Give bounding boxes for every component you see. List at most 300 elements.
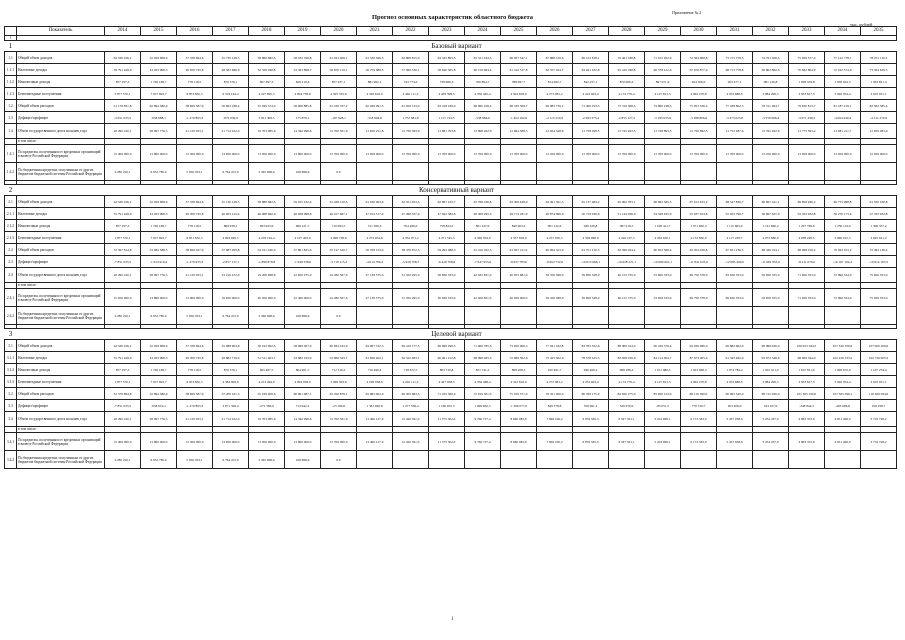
value-cell: 84 114 004,7	[645, 352, 681, 364]
value-cell	[789, 451, 825, 469]
value-cell: 94 036 996,0	[681, 340, 717, 352]
value-cell: 26 290 220,1	[105, 412, 141, 427]
value-cell: 61 056 133,0	[393, 100, 429, 112]
value-cell: 54 161 240,9	[249, 244, 285, 256]
value-cell: 24 280 307,6	[321, 268, 357, 283]
value-cell: 1 381 946,8	[357, 400, 393, 412]
value-cell: 90 226 376,4	[645, 340, 681, 352]
value-cell: 36 836 333,0	[429, 289, 465, 307]
value-cell: 66 578 412,6	[645, 64, 681, 76]
value-cell: 1 091 611,0	[753, 364, 789, 376]
value-cell: 718 672,5	[393, 364, 429, 376]
value-cell: 35 791 428,9	[105, 208, 141, 220]
table-row	[5, 400, 897, 412]
value-cell: 4 459 398,5	[429, 88, 465, 100]
value-cell: 52 894 380,0	[141, 388, 177, 400]
value-cell: 12 426 591,0	[393, 433, 429, 451]
value-cell: 19 200 698,6	[249, 268, 285, 283]
value-cell: 13 656 000,0	[357, 145, 393, 163]
value-cell: 6 976 565,3	[573, 433, 609, 451]
value-cell: 778 116,5	[177, 364, 213, 376]
value-cell: 11 375 302,0	[429, 412, 465, 427]
value-cell: 804 961,7	[285, 364, 321, 376]
value-cell: -6 429 708,6	[429, 256, 465, 268]
value-cell: 857 197,3	[105, 76, 141, 88]
value-cell: 842 257,1	[573, 76, 609, 88]
row-code: 2.2	[5, 244, 17, 256]
value-cell: 203 406,0	[717, 400, 753, 412]
table-row	[5, 124, 897, 139]
value-cell: -2 857 137,1	[213, 256, 249, 268]
value-cell: 13 700 000,0	[573, 145, 609, 163]
variant-header-row	[5, 41, 897, 52]
value-cell: 4 651 406,0	[825, 433, 861, 451]
value-cell: 4 356 465,4	[465, 88, 501, 100]
value-cell: 61 041 409,1	[321, 52, 357, 64]
header-year-2019: 2019	[285, 27, 321, 36]
value-cell: 968 186,4	[609, 364, 645, 376]
value-cell: 7 057 693,7	[141, 232, 177, 244]
value-cell: 868 208,5	[501, 364, 537, 376]
value-cell: 760 894,7	[465, 76, 501, 88]
header-year-2030: 2030	[681, 27, 717, 36]
value-cell: 669 221,7	[285, 220, 321, 232]
table-row	[5, 376, 897, 388]
value-cell: 43 263 906,5	[141, 208, 177, 220]
value-cell: -2 283 375,4	[573, 112, 609, 124]
value-cell: -248 844,3	[789, 400, 825, 412]
value-cell: 72 696 334,0	[825, 268, 861, 283]
value-cell: 710 063,5	[321, 220, 357, 232]
row-label: Общий объем расходов	[17, 244, 105, 256]
value-cell: 526 976,0	[609, 400, 645, 412]
value-cell: 58 969 007,0	[285, 340, 321, 352]
row-code: 2.1.3	[5, 232, 17, 244]
value-cell: 63 309 428,0	[501, 196, 537, 208]
value-cell: 8 660 083,0	[501, 433, 537, 451]
value-cell: 43 263 906,5	[141, 352, 177, 364]
value-cell: 163 107,0	[753, 400, 789, 412]
value-cell: 0,0	[321, 451, 357, 469]
value-cell: 54 328 655,9	[645, 208, 681, 220]
value-cell: 4 198 038,6	[357, 376, 393, 388]
header-year-2014: 2014	[105, 27, 141, 36]
value-cell: 72 919 501,0	[465, 388, 501, 400]
value-cell: 61 751 150,3	[573, 244, 609, 256]
value-cell: 68 998 465,5	[465, 352, 501, 364]
value-cell: 166 698,6	[285, 451, 321, 469]
row-label: Налоговые доходы	[17, 352, 105, 364]
value-cell: 71 615 202,9	[645, 52, 681, 64]
value-cell: 46 968 662,0	[249, 208, 285, 220]
value-cell: 65 137 484,2	[573, 196, 609, 208]
value-cell: 72 696 334,0	[825, 289, 861, 307]
value-cell: 6 547 591,1	[609, 433, 645, 451]
value-cell	[537, 307, 573, 325]
value-cell: 75 656 353,0	[861, 268, 897, 283]
value-cell: 13 250 000,0	[753, 145, 789, 163]
value-cell: 71 656 353,0	[789, 268, 825, 283]
value-cell: 52 059 668,9	[141, 340, 177, 352]
value-cell: 13 728 893,5	[645, 124, 681, 139]
value-cell: 4 072 680,9	[753, 232, 789, 244]
value-cell: 116 369 584,6	[861, 388, 897, 400]
header-year-2025: 2025	[501, 27, 537, 36]
value-cell: 840 904,2	[501, 220, 537, 232]
value-cell: 61 836 402,1	[357, 352, 393, 364]
value-cell: 1 306 357,2	[861, 220, 897, 232]
value-cell: 73 715 779,5	[717, 52, 753, 64]
value-cell: 3 910 931,1	[861, 376, 897, 388]
value-cell: 13 850 000,0	[249, 145, 285, 163]
table-row	[5, 352, 897, 364]
value-cell: 53 969 543,7	[321, 352, 357, 364]
value-cell: 4 262 630,1	[645, 232, 681, 244]
value-cell: 64 535 893,5	[429, 52, 465, 64]
value-cell: 71 656 353,0	[789, 289, 825, 307]
value-cell: 667 697,3	[249, 76, 285, 88]
value-cell: 2 365 698,6	[249, 163, 285, 181]
value-cell: 47 498 337,9	[393, 208, 429, 220]
row-label: Налоговые доходы	[17, 208, 105, 220]
value-cell: 78 251 110,5	[861, 52, 897, 64]
value-cell: -3 473 023,0	[717, 112, 753, 124]
value-cell: 1 023 668,3	[681, 364, 717, 376]
value-cell: 13 850 000,0	[249, 433, 285, 451]
row-label: Общий объем доходов	[17, 52, 105, 64]
value-cell: 31 350 295,0	[393, 268, 429, 283]
row-code: 3.4	[5, 412, 17, 427]
value-cell: 46 955 213,4	[213, 208, 249, 220]
value-cell: 35 791 428,9	[105, 352, 141, 364]
value-cell: 39 456 398,0	[537, 289, 573, 307]
value-cell: 556 961,2	[573, 400, 609, 412]
value-cell: 90 063 520,0	[717, 388, 753, 400]
value-cell	[357, 307, 393, 325]
value-cell: 4 302 818,0	[501, 88, 537, 100]
row-label: По бюджетным кредитам, полученным от других бюджетов бюджетной системы Российской Федерации	[17, 163, 105, 181]
value-cell: 58 479 672,3	[393, 244, 429, 256]
value-cell: 13 700 000,0	[393, 145, 429, 163]
value-cell: 778 116,5	[177, 220, 213, 232]
value-cell: 897 971,6	[645, 76, 681, 88]
value-cell: 13 816 251,8	[357, 124, 393, 139]
row-code: 3.4.2	[5, 451, 17, 469]
value-cell: 1 096 072,0	[825, 364, 861, 376]
value-cell: 13 700 501,6	[321, 412, 357, 427]
table-row	[5, 412, 897, 427]
value-cell: 13 756 393,9	[393, 124, 429, 139]
row-code: 1.1.1	[5, 64, 17, 76]
value-cell: 58 829 587,9	[177, 100, 213, 112]
value-cell: 849 578,8	[537, 400, 573, 412]
value-cell: 70 842 804,9	[789, 64, 825, 76]
value-cell: -1 270 893,3	[177, 400, 213, 412]
value-cell: 56 870 119,1	[321, 64, 357, 76]
value-cell: 49 950 745,8	[177, 352, 213, 364]
value-cell: 3 945 621,2	[861, 232, 897, 244]
value-cell: 13 700 000,0	[465, 145, 501, 163]
value-cell: 4 197 695,3	[249, 88, 285, 100]
value-cell: 13 900 000,0	[177, 289, 213, 307]
value-cell: -1 402 162,6	[501, 112, 537, 124]
document-title: Прогноз основных характеристик областного бюджета	[371, 14, 534, 21]
value-cell: 3 933 817,3	[789, 376, 825, 388]
value-cell	[357, 163, 393, 181]
value-cell: 53 082 193,9	[285, 352, 321, 364]
value-cell: 981 126,8	[753, 76, 789, 88]
value-cell: 69 856 946,2	[789, 196, 825, 208]
header-year-2015: 2015	[141, 27, 177, 36]
row-code: 2.1.1	[5, 208, 17, 220]
value-cell: -538 984,0	[465, 112, 501, 124]
value-cell: 66 937 347,1	[501, 52, 537, 64]
value-cell: 1 256 119,9	[825, 220, 861, 232]
value-cell	[393, 451, 429, 469]
value-cell: -2 855 127,5	[609, 112, 645, 124]
row-label: Общий объем доходов	[17, 196, 105, 208]
value-cell: 55 037 054,8	[681, 208, 717, 220]
value-cell: 59 656 355,0	[753, 268, 789, 283]
value-cell: 946 466,2	[573, 364, 609, 376]
value-cell: 52 358 290,8	[249, 64, 285, 76]
value-cell: 940 326,8	[573, 220, 609, 232]
value-cell: 704 466,0	[393, 220, 429, 232]
value-cell: 14 950 000,0	[213, 145, 249, 163]
value-cell: 5 252 437,0	[753, 412, 789, 427]
value-cell	[501, 163, 537, 181]
value-cell: 814 062,7	[537, 76, 573, 88]
value-cell: -10 914 167,6	[861, 256, 897, 268]
table-row	[5, 388, 897, 400]
value-cell	[537, 451, 573, 469]
value-cell: 53 303 868,7	[285, 64, 321, 76]
value-cell: 1 063 821,4	[861, 76, 897, 88]
value-cell: 6 764 472,0	[213, 307, 249, 325]
row-code: 3.1	[5, 340, 17, 352]
row-label: Дефицит/профицит	[17, 256, 105, 268]
row-label: Объем государственного долга на конец года	[17, 124, 105, 139]
value-cell: 91 343 462,9	[717, 352, 753, 364]
table-row	[5, 451, 897, 469]
value-cell	[645, 307, 681, 325]
value-cell: 63 768 236,8	[465, 196, 501, 208]
value-cell: -8 211 070,0	[789, 256, 825, 268]
value-cell: 55 130 128,5	[213, 196, 249, 208]
value-cell	[501, 451, 537, 469]
value-cell: 4 357 659,9	[501, 232, 537, 244]
row-code: 1.2	[5, 100, 17, 112]
value-cell: -403 699,8	[825, 400, 861, 412]
value-cell: 43 263 906,5	[141, 64, 177, 76]
value-cell: 27 139 375,0	[357, 289, 393, 307]
value-cell: 47 014 317,4	[357, 208, 393, 220]
value-cell: 62 590 924,2	[609, 244, 645, 256]
value-cell: 665 467,5	[249, 364, 285, 376]
value-cell: 5 224 999,1	[645, 412, 681, 427]
value-cell	[537, 163, 573, 181]
value-cell: 4 994 926,5	[213, 232, 249, 244]
value-cell: 1 117 724,5	[429, 112, 465, 124]
value-cell: 712 516,2	[321, 364, 357, 376]
value-cell: 20 050 000,0	[249, 289, 285, 307]
value-cell: 69 756 378,0	[681, 268, 717, 283]
value-cell: 49 874 690,0	[537, 208, 573, 220]
value-cell	[681, 163, 717, 181]
value-cell: 63 418 169,0	[429, 100, 465, 112]
value-cell: 175 879,1	[285, 112, 321, 124]
value-cell: 0,0	[321, 163, 357, 181]
value-cell: 13 456 000,0	[537, 145, 573, 163]
value-cell: 69 122 818,1	[573, 52, 609, 64]
value-cell: 1 752 681,8	[393, 112, 429, 124]
value-cell: 85 950 154,0	[645, 388, 681, 400]
value-cell: 1 071 662,3	[681, 220, 717, 232]
value-cell: 67 868 519,6	[537, 52, 573, 64]
value-cell: 15 400 000,0	[105, 145, 141, 163]
value-cell: 13 466 127,0	[357, 412, 393, 427]
value-cell: -10 628 221,1	[609, 256, 645, 268]
value-cell: 102 726 005,2	[861, 352, 897, 364]
row-label: Объем государственного долга на конец года	[17, 268, 105, 283]
value-cell: -518 694,6	[357, 112, 393, 124]
page-number: 1	[451, 617, 454, 622]
value-cell: 13 700 000,0	[321, 145, 357, 163]
value-cell: 73 316 308,3	[609, 100, 645, 112]
row-code: 3.1.1	[5, 352, 17, 364]
value-cell: 55 088 904,8	[213, 340, 249, 352]
value-cell	[429, 163, 465, 181]
table-row	[5, 100, 897, 112]
table-row	[5, 220, 897, 232]
value-cell	[429, 307, 465, 325]
value-cell: 72 464 138,4	[861, 244, 897, 256]
value-cell: 62 551 923,5	[393, 196, 429, 208]
value-cell: 107 565 396,1	[825, 388, 861, 400]
value-cell: 857 197,3	[105, 220, 141, 232]
table-row	[5, 145, 897, 163]
value-cell	[825, 163, 861, 181]
row-label: По кредитам, полученным от кредитных организаций в валюте Российской Федерации	[17, 289, 105, 307]
value-cell: 84 650 275,0	[609, 388, 645, 400]
value-cell: 60 159 664,4	[465, 64, 501, 76]
value-cell	[753, 163, 789, 181]
value-cell: -3 550 068,4	[753, 112, 789, 124]
table-row	[5, 196, 897, 208]
value-cell: 758 824,2	[429, 220, 465, 232]
row-code: 2.1	[5, 196, 17, 208]
header-indicator: Показатель	[17, 27, 105, 36]
value-cell: 3 984 296,5	[753, 88, 789, 100]
value-cell: 4 062 270,8	[681, 88, 717, 100]
value-cell: 55 633 796,7	[717, 208, 753, 220]
value-cell: 4 280 220,1	[105, 163, 141, 181]
variant-number: 2	[5, 185, 17, 196]
value-cell: 801 247,9	[465, 220, 501, 232]
section-top-num: 1	[5, 36, 17, 41]
value-cell: -658 688,1	[141, 112, 177, 124]
value-cell: 69 419 177,5	[393, 340, 429, 352]
value-cell: 72 966 592,6	[501, 352, 537, 364]
value-cell: 61 416 192,3	[465, 244, 501, 256]
table-row	[5, 364, 897, 376]
value-cell: 65 416 180,8	[609, 64, 645, 76]
row-code: 2.1.2	[5, 220, 17, 232]
value-cell: -83 051,5	[645, 400, 681, 412]
value-cell: 4 272 954,6	[357, 232, 393, 244]
value-cell: 57 558 694,6	[177, 340, 213, 352]
value-cell: 74 761 026,3	[753, 52, 789, 64]
value-cell	[465, 451, 501, 469]
value-cell: 13 500 000,0	[177, 145, 213, 163]
value-cell: 61 550 160,8	[861, 196, 897, 208]
value-cell: 68 339 509,7	[501, 100, 537, 112]
appendix-label: Приложение № 2	[672, 10, 702, 15]
value-cell: 60 652 566,4	[645, 244, 681, 256]
table-row	[5, 268, 897, 283]
value-cell	[573, 307, 609, 325]
value-cell: 80 760 175,0	[573, 388, 609, 400]
table-row	[5, 163, 897, 181]
value-cell: 72 162 574,9	[825, 64, 861, 76]
value-cell: 87 673 005,4	[681, 352, 717, 364]
value-cell: 21 150 033,1	[177, 268, 213, 283]
value-cell: 8 660 083,0	[501, 412, 537, 427]
value-cell: 14 340 996,6	[285, 124, 321, 139]
value-cell	[357, 451, 393, 469]
value-cell: 23 210 472,0	[213, 268, 249, 283]
value-cell: 63 454 456,8	[681, 244, 717, 256]
value-cell: 4 257 030,5	[537, 232, 573, 244]
table-row	[5, 64, 897, 76]
value-cell: 58 640 365,8	[429, 64, 465, 76]
variant-header-row	[5, 329, 897, 340]
row-code: 2.4.2	[5, 307, 17, 325]
value-cell: 57 987 265,8	[213, 244, 249, 256]
value-cell	[393, 307, 429, 325]
value-cell: 21 150 033,1	[177, 412, 213, 427]
value-cell: 13 700 000,0	[681, 145, 717, 163]
value-cell: 61 947 211,0	[501, 244, 537, 256]
value-cell: 98 715 026,0	[753, 388, 789, 400]
table-row	[5, 232, 897, 244]
value-cell: 870 576,1	[213, 76, 249, 88]
header-year-2023: 2023	[429, 27, 465, 36]
value-cell: 99 882 962,0	[717, 340, 753, 352]
header-year-2021: 2021	[357, 27, 393, 36]
value-cell: 6 764 472,0	[213, 451, 249, 469]
value-cell: 4 352 071,2	[393, 232, 429, 244]
value-cell: 714 642,2	[285, 400, 321, 412]
row-label: Безвозмездные поступления	[17, 88, 105, 100]
table-row	[5, 52, 897, 64]
header-code-cell	[5, 27, 17, 36]
variant-title: Базовый вариант	[17, 41, 897, 52]
value-cell	[609, 163, 645, 181]
value-cell: 24 280 307,6	[321, 289, 357, 307]
value-cell: 56 708 153,0	[357, 244, 393, 256]
value-cell: 13 890 000,0	[141, 289, 177, 307]
value-cell: 3 071 399,4	[213, 400, 249, 412]
value-cell	[645, 451, 681, 469]
value-cell: 3 811 308,5	[249, 112, 285, 124]
value-cell: 27 139 375,0	[357, 268, 393, 283]
value-cell: 44 528 196,2	[105, 196, 141, 208]
row-code: 1.4.2	[5, 163, 17, 181]
value-cell: 4 094 938,9	[285, 376, 321, 388]
value-cell: 4 356 468,4	[465, 376, 501, 388]
value-cell: 3 910 931,1	[861, 88, 897, 100]
